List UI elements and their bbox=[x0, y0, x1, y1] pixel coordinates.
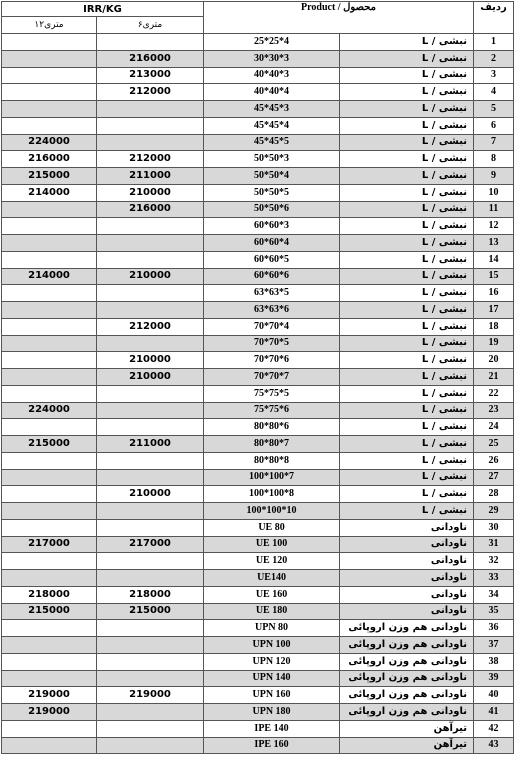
category-cell: نبشی / L bbox=[340, 251, 474, 268]
category-cell: نبشی / L bbox=[340, 302, 474, 319]
price-6m-cell bbox=[97, 553, 204, 570]
price-12m-cell: 219000 bbox=[2, 687, 97, 704]
row-number-cell: 20 bbox=[474, 352, 514, 369]
category-cell: نبشی / L bbox=[340, 452, 474, 469]
category-cell: تیرآهن bbox=[340, 720, 474, 737]
table-row bbox=[2, 670, 514, 687]
row-number-cell: 14 bbox=[474, 251, 514, 268]
row-number-cell: 11 bbox=[474, 201, 514, 218]
price-unit-header: IRR/KG bbox=[2, 2, 204, 17]
price-12m-cell bbox=[2, 469, 97, 486]
price-6m-cell: 210000 bbox=[97, 184, 204, 201]
dimension-cell: 40*40*4 bbox=[204, 84, 340, 101]
table-row bbox=[2, 235, 514, 252]
category-cell: نبشی / L bbox=[340, 352, 474, 369]
row-number-cell: 9 bbox=[474, 168, 514, 185]
dimension-cell: UPN 120 bbox=[204, 653, 340, 670]
price-6m-cell bbox=[97, 402, 204, 419]
price-12m-cell: 214000 bbox=[2, 184, 97, 201]
price-12m-cell: 224000 bbox=[2, 402, 97, 419]
price-6m-cell bbox=[97, 335, 204, 352]
table-row bbox=[2, 519, 514, 536]
row-number-cell: 18 bbox=[474, 318, 514, 335]
price-6m-cell: 210000 bbox=[97, 268, 204, 285]
row-number-cell: 1 bbox=[474, 34, 514, 51]
table-row bbox=[2, 503, 514, 520]
row-number-cell: 19 bbox=[474, 335, 514, 352]
category-cell: ناودانی هم وزن اروپائی bbox=[340, 687, 474, 704]
table-row bbox=[2, 251, 514, 268]
header-row-1 bbox=[2, 2, 514, 17]
row-number-cell: 34 bbox=[474, 586, 514, 603]
table-row bbox=[2, 369, 514, 386]
price-12m-cell bbox=[2, 503, 97, 520]
row-number-cell: 37 bbox=[474, 637, 514, 654]
row-number-cell: 8 bbox=[474, 151, 514, 168]
price-6m-cell bbox=[97, 235, 204, 252]
price-6m-cell bbox=[97, 653, 204, 670]
table-row bbox=[2, 134, 514, 151]
price-12m-cell bbox=[2, 218, 97, 235]
table-row bbox=[2, 335, 514, 352]
row-number-cell: 3 bbox=[474, 67, 514, 84]
price-12m-cell: 218000 bbox=[2, 586, 97, 603]
table-row bbox=[2, 704, 514, 721]
table-row bbox=[2, 653, 514, 670]
price-12m-cell bbox=[2, 737, 97, 754]
category-cell: نبشی / L bbox=[340, 117, 474, 134]
price-6m-cell bbox=[97, 134, 204, 151]
category-cell: ناودانی bbox=[340, 553, 474, 570]
dimension-cell: 100*100*7 bbox=[204, 469, 340, 486]
price-6m-cell: 212000 bbox=[97, 84, 204, 101]
dimension-cell: 80*80*7 bbox=[204, 436, 340, 453]
price-12m-cell bbox=[2, 50, 97, 67]
dimension-cell: UPN 180 bbox=[204, 704, 340, 721]
price-12m-cell bbox=[2, 101, 97, 118]
category-cell: نبشی / L bbox=[340, 34, 474, 51]
row-number-cell: 40 bbox=[474, 687, 514, 704]
price-6m-cell: 217000 bbox=[97, 536, 204, 553]
price-6m-cell bbox=[97, 34, 204, 51]
dimension-cell: IPE 160 bbox=[204, 737, 340, 754]
dimension-cell: UE 180 bbox=[204, 603, 340, 620]
dimension-cell: 45*45*5 bbox=[204, 134, 340, 151]
dimension-cell: 63*63*6 bbox=[204, 302, 340, 319]
table-row bbox=[2, 570, 514, 587]
row-number-cell: 16 bbox=[474, 285, 514, 302]
category-cell: نبشی / L bbox=[340, 201, 474, 218]
table-row bbox=[2, 302, 514, 319]
category-cell: نبشی / L bbox=[340, 419, 474, 436]
category-cell: نبشی / L bbox=[340, 84, 474, 101]
row-number-cell: 38 bbox=[474, 653, 514, 670]
dimension-cell: 25*25*4 bbox=[204, 34, 340, 51]
price-6m-cell bbox=[97, 737, 204, 754]
price-6m-cell: 216000 bbox=[97, 201, 204, 218]
row-number-cell: 5 bbox=[474, 101, 514, 118]
dimension-cell: UE 80 bbox=[204, 519, 340, 536]
dimension-cell: UE 120 bbox=[204, 553, 340, 570]
row-number-cell: 15 bbox=[474, 268, 514, 285]
price-6m-cell bbox=[97, 101, 204, 118]
price-6m-cell bbox=[97, 670, 204, 687]
price-6m-cell bbox=[97, 452, 204, 469]
row-number-cell: 31 bbox=[474, 536, 514, 553]
category-cell: نبشی / L bbox=[340, 67, 474, 84]
price-12m-cell bbox=[2, 34, 97, 51]
col-6m-header: ۶متری bbox=[97, 17, 204, 34]
category-cell: ناودانی bbox=[340, 519, 474, 536]
dimension-cell: UPN 140 bbox=[204, 670, 340, 687]
price-12m-cell: 215000 bbox=[2, 436, 97, 453]
category-cell: نبشی / L bbox=[340, 268, 474, 285]
dimension-cell: 80*80*6 bbox=[204, 419, 340, 436]
price-table bbox=[1, 1, 514, 754]
dimension-cell: 30*30*3 bbox=[204, 50, 340, 67]
price-12m-cell: 216000 bbox=[2, 151, 97, 168]
category-cell: نبشی / L bbox=[340, 235, 474, 252]
dimension-cell: 70*70*6 bbox=[204, 352, 340, 369]
category-cell: نبشی / L bbox=[340, 285, 474, 302]
dimension-cell: 50*50*6 bbox=[204, 201, 340, 218]
table-row bbox=[2, 151, 514, 168]
category-cell: نبشی / L bbox=[340, 184, 474, 201]
price-6m-cell: 219000 bbox=[97, 687, 204, 704]
row-number-cell: 41 bbox=[474, 704, 514, 721]
category-cell: نبشی / L bbox=[340, 503, 474, 520]
price-6m-cell bbox=[97, 117, 204, 134]
price-6m-cell: 216000 bbox=[97, 50, 204, 67]
row-number-cell: 32 bbox=[474, 553, 514, 570]
table-row bbox=[2, 603, 514, 620]
price-12m-cell bbox=[2, 285, 97, 302]
category-cell: ناودانی هم وزن اروپائی bbox=[340, 637, 474, 654]
row-number-cell: 27 bbox=[474, 469, 514, 486]
table-row bbox=[2, 536, 514, 553]
category-cell: نبشی / L bbox=[340, 402, 474, 419]
price-6m-cell bbox=[97, 519, 204, 536]
category-cell: تیرآهن bbox=[340, 737, 474, 754]
dimension-cell: 60*60*3 bbox=[204, 218, 340, 235]
dimension-cell: 75*75*5 bbox=[204, 385, 340, 402]
price-12m-cell: 219000 bbox=[2, 704, 97, 721]
dimension-cell: 70*70*4 bbox=[204, 318, 340, 335]
category-cell: نبشی / L bbox=[340, 218, 474, 235]
table-row bbox=[2, 553, 514, 570]
table-row bbox=[2, 469, 514, 486]
row-number-cell: 12 bbox=[474, 218, 514, 235]
table-row bbox=[2, 737, 514, 754]
dimension-cell: 70*70*5 bbox=[204, 335, 340, 352]
row-number-cell: 21 bbox=[474, 369, 514, 386]
price-6m-cell: 215000 bbox=[97, 603, 204, 620]
price-6m-cell: 212000 bbox=[97, 318, 204, 335]
price-12m-cell bbox=[2, 653, 97, 670]
price-12m-cell bbox=[2, 570, 97, 587]
dimension-cell: UE 100 bbox=[204, 536, 340, 553]
category-cell: نبشی / L bbox=[340, 385, 474, 402]
category-cell: نبشی / L bbox=[340, 335, 474, 352]
dimension-cell: UE 160 bbox=[204, 586, 340, 603]
price-6m-cell bbox=[97, 285, 204, 302]
row-number-cell: 6 bbox=[474, 117, 514, 134]
price-12m-cell: 215000 bbox=[2, 603, 97, 620]
table-row bbox=[2, 720, 514, 737]
row-number-cell: 7 bbox=[474, 134, 514, 151]
dimension-cell: 70*70*7 bbox=[204, 369, 340, 386]
table-row bbox=[2, 620, 514, 637]
row-number-cell: 43 bbox=[474, 737, 514, 754]
table-row bbox=[2, 218, 514, 235]
category-cell: ناودانی bbox=[340, 586, 474, 603]
dimension-cell: 75*75*6 bbox=[204, 402, 340, 419]
price-12m-cell: 217000 bbox=[2, 536, 97, 553]
price-12m-cell: 215000 bbox=[2, 168, 97, 185]
dimension-cell: 60*60*6 bbox=[204, 268, 340, 285]
price-12m-cell bbox=[2, 553, 97, 570]
price-12m-cell bbox=[2, 117, 97, 134]
row-number-cell: 42 bbox=[474, 720, 514, 737]
category-cell: ناودانی bbox=[340, 603, 474, 620]
table-row bbox=[2, 285, 514, 302]
price-12m-cell: 224000 bbox=[2, 134, 97, 151]
row-number-cell: 17 bbox=[474, 302, 514, 319]
price-6m-cell: 211000 bbox=[97, 436, 204, 453]
table-row bbox=[2, 184, 514, 201]
table-row bbox=[2, 84, 514, 101]
price-6m-cell bbox=[97, 218, 204, 235]
dimension-cell: 60*60*4 bbox=[204, 235, 340, 252]
dimension-cell: 100*100*8 bbox=[204, 486, 340, 503]
row-number-cell: 28 bbox=[474, 486, 514, 503]
table-row bbox=[2, 637, 514, 654]
price-12m-cell bbox=[2, 84, 97, 101]
category-cell: نبشی / L bbox=[340, 469, 474, 486]
dimension-cell: 60*60*5 bbox=[204, 251, 340, 268]
category-cell: نبشی / L bbox=[340, 369, 474, 386]
price-6m-cell bbox=[97, 620, 204, 637]
table-row bbox=[2, 318, 514, 335]
price-12m-cell: 214000 bbox=[2, 268, 97, 285]
price-6m-cell bbox=[97, 704, 204, 721]
price-12m-cell bbox=[2, 452, 97, 469]
price-12m-cell bbox=[2, 201, 97, 218]
price-12m-cell bbox=[2, 620, 97, 637]
row-number-cell: 13 bbox=[474, 235, 514, 252]
dimension-cell: 100*100*10 bbox=[204, 503, 340, 520]
price-12m-cell bbox=[2, 318, 97, 335]
category-cell: ناودانی هم وزن اروپائی bbox=[340, 670, 474, 687]
category-cell: نبشی / L bbox=[340, 486, 474, 503]
price-12m-cell bbox=[2, 385, 97, 402]
row-number-cell: 23 bbox=[474, 402, 514, 419]
price-6m-cell bbox=[97, 302, 204, 319]
category-cell: نبشی / L bbox=[340, 50, 474, 67]
price-6m-cell: 210000 bbox=[97, 369, 204, 386]
price-12m-cell bbox=[2, 335, 97, 352]
price-6m-cell bbox=[97, 419, 204, 436]
category-cell: نبشی / L bbox=[340, 101, 474, 118]
table-row bbox=[2, 101, 514, 118]
price-6m-cell bbox=[97, 720, 204, 737]
price-6m-cell: 210000 bbox=[97, 352, 204, 369]
category-cell: ناودانی هم وزن اروپائی bbox=[340, 704, 474, 721]
price-6m-cell: 212000 bbox=[97, 151, 204, 168]
table-row bbox=[2, 436, 514, 453]
category-cell: ناودانی هم وزن اروپائی bbox=[340, 620, 474, 637]
price-6m-cell: 210000 bbox=[97, 486, 204, 503]
price-6m-cell: 211000 bbox=[97, 168, 204, 185]
dimension-cell: 45*45*3 bbox=[204, 101, 340, 118]
category-cell: ناودانی هم وزن اروپائی bbox=[340, 653, 474, 670]
price-6m-cell: 213000 bbox=[97, 67, 204, 84]
row-number-cell: 30 bbox=[474, 519, 514, 536]
dimension-cell: 40*40*3 bbox=[204, 67, 340, 84]
table-row bbox=[2, 586, 514, 603]
row-number-cell: 24 bbox=[474, 419, 514, 436]
row-number-cell: 10 bbox=[474, 184, 514, 201]
price-12m-cell bbox=[2, 235, 97, 252]
price-6m-cell bbox=[97, 637, 204, 654]
price-12m-cell bbox=[2, 419, 97, 436]
row-number-cell: 25 bbox=[474, 436, 514, 453]
price-6m-cell bbox=[97, 251, 204, 268]
dimension-cell: UPN 80 bbox=[204, 620, 340, 637]
dimension-cell: UPN 160 bbox=[204, 687, 340, 704]
price-12m-cell bbox=[2, 637, 97, 654]
dimension-cell: 80*80*8 bbox=[204, 452, 340, 469]
price-12m-cell bbox=[2, 302, 97, 319]
category-cell: نبشی / L bbox=[340, 151, 474, 168]
table-row bbox=[2, 402, 514, 419]
price-6m-cell: 218000 bbox=[97, 586, 204, 603]
row-number-cell: 2 bbox=[474, 50, 514, 67]
category-cell: نبشی / L bbox=[340, 134, 474, 151]
row-number-cell: 39 bbox=[474, 670, 514, 687]
dimension-cell: 63*63*5 bbox=[204, 285, 340, 302]
dimension-cell: 50*50*3 bbox=[204, 151, 340, 168]
table-row bbox=[2, 50, 514, 67]
price-12m-cell bbox=[2, 486, 97, 503]
dimension-cell: 50*50*4 bbox=[204, 168, 340, 185]
category-cell: نبشی / L bbox=[340, 436, 474, 453]
col-12m-header: ۱۲متری bbox=[2, 17, 97, 34]
table-row bbox=[2, 268, 514, 285]
table-row bbox=[2, 67, 514, 84]
row-number-cell: 33 bbox=[474, 570, 514, 587]
table-row bbox=[2, 452, 514, 469]
price-6m-cell bbox=[97, 469, 204, 486]
table-row bbox=[2, 486, 514, 503]
category-cell: ناودانی bbox=[340, 570, 474, 587]
table-row bbox=[2, 352, 514, 369]
row-number-cell: 26 bbox=[474, 452, 514, 469]
price-6m-cell bbox=[97, 503, 204, 520]
dimension-cell: 45*45*4 bbox=[204, 117, 340, 134]
price-12m-cell bbox=[2, 251, 97, 268]
product-header: Product / محصول bbox=[204, 2, 474, 34]
table-row bbox=[2, 385, 514, 402]
price-6m-cell bbox=[97, 570, 204, 587]
price-12m-cell bbox=[2, 670, 97, 687]
row-number-cell: 36 bbox=[474, 620, 514, 637]
table-row bbox=[2, 419, 514, 436]
dimension-cell: 50*50*5 bbox=[204, 184, 340, 201]
category-cell: نبشی / L bbox=[340, 168, 474, 185]
price-12m-cell bbox=[2, 67, 97, 84]
table-row bbox=[2, 34, 514, 51]
price-12m-cell bbox=[2, 369, 97, 386]
table-row bbox=[2, 201, 514, 218]
table-row bbox=[2, 687, 514, 704]
dimension-cell: UE140 bbox=[204, 570, 340, 587]
row-number-cell: 22 bbox=[474, 385, 514, 402]
dimension-cell: IPE 140 bbox=[204, 720, 340, 737]
price-12m-cell bbox=[2, 720, 97, 737]
table-row bbox=[2, 117, 514, 134]
dimension-cell: UPN 100 bbox=[204, 637, 340, 654]
price-12m-cell bbox=[2, 352, 97, 369]
row-number-cell: 29 bbox=[474, 503, 514, 520]
price-6m-cell bbox=[97, 385, 204, 402]
price-12m-cell bbox=[2, 519, 97, 536]
row-number-cell: 35 bbox=[474, 603, 514, 620]
table-row bbox=[2, 168, 514, 185]
row-number-cell: 4 bbox=[474, 84, 514, 101]
category-cell: ناودانی bbox=[340, 536, 474, 553]
category-cell: نبشی / L bbox=[340, 318, 474, 335]
index-header: ردیف bbox=[474, 2, 514, 34]
